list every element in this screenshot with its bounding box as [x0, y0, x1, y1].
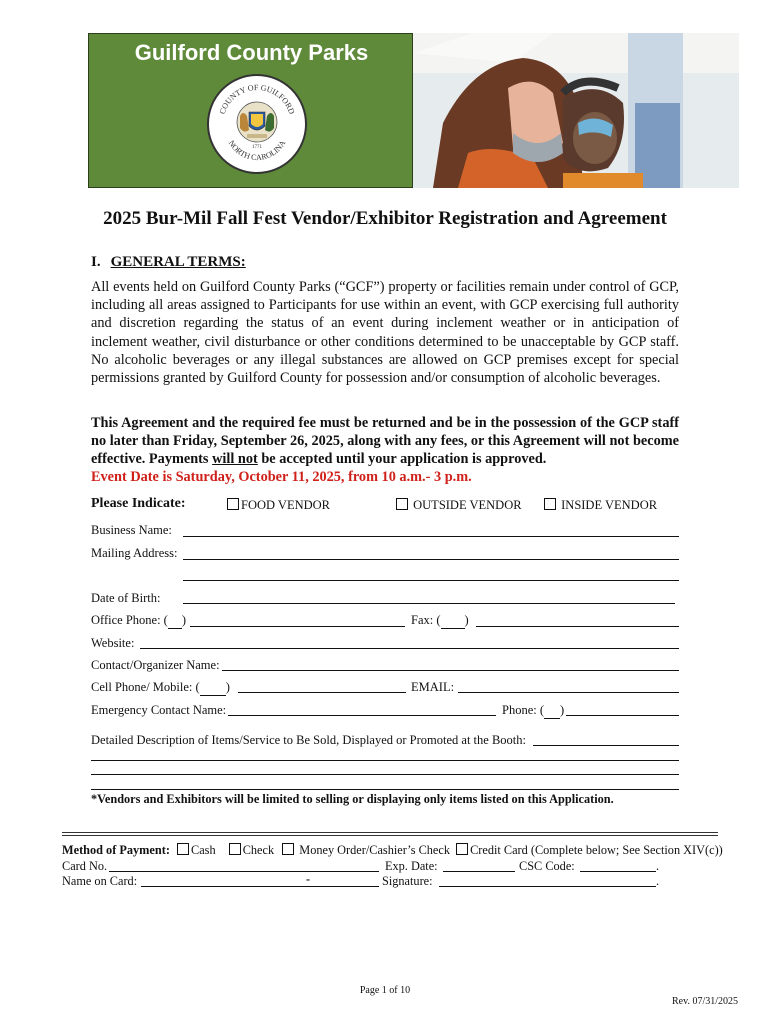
contact-name-label: Contact/Organizer Name:	[91, 658, 220, 672]
emergency-contact-field[interactable]	[228, 715, 496, 716]
mailing-address-field-2[interactable]	[183, 580, 679, 581]
check-label: Check	[242, 843, 275, 857]
name-on-card-label: Name on Card:	[62, 874, 138, 888]
fax-text: Fax: (	[411, 613, 441, 627]
email-field[interactable]	[458, 692, 679, 693]
signature-period: .	[656, 874, 660, 888]
outside-vendor-label: OUTSIDE VENDOR	[413, 498, 522, 512]
emergency-phone-area-field[interactable]	[544, 703, 560, 719]
card-number-label: Card No.	[62, 859, 108, 873]
food-vendor-option[interactable]	[227, 498, 330, 513]
inside-vendor-option[interactable]	[544, 498, 657, 513]
mailing-address-field[interactable]	[183, 559, 679, 560]
office-phone-text: Office Phone: (	[91, 613, 168, 627]
check-checkbox[interactable]	[229, 843, 241, 855]
signature-label: Signature:	[382, 874, 433, 888]
inside-vendor-checkbox[interactable]	[544, 498, 556, 510]
business-name-field[interactable]	[183, 536, 679, 537]
cell-phone-text: Cell Phone/ Mobile: (	[91, 680, 200, 694]
fax-paren: )	[464, 613, 469, 627]
emergency-phone-label	[502, 703, 564, 719]
emergency-phone-text: Phone: (	[502, 703, 545, 717]
food-vendor-checkbox[interactable]	[227, 498, 239, 510]
csc-code-field[interactable]	[580, 871, 656, 872]
office-phone-paren: )	[181, 613, 187, 627]
office-phone-label	[91, 613, 186, 629]
description-label: Detailed Description of Items/Service to Be Sold, Displayed or Promoted at the Booth:	[91, 733, 526, 747]
description-field-2[interactable]	[91, 760, 679, 761]
emergency-phone-field[interactable]	[566, 715, 679, 716]
exp-date-field[interactable]	[443, 871, 515, 872]
csc-code-label: CSC Code:	[519, 859, 575, 873]
page-number: Page 1 of 10	[359, 985, 411, 996]
office-phone-area-field[interactable]	[168, 613, 182, 629]
card-number-field[interactable]	[109, 871, 379, 872]
contact-name-field[interactable]	[222, 670, 679, 671]
money-order-label: Money Order/Cashier’s Check	[299, 843, 450, 857]
county-seal-logo	[207, 74, 307, 174]
seal-text-bottom: NORTH CAROLINA	[226, 138, 288, 163]
payment-method-label: Method of Payment:	[62, 843, 170, 857]
seal-ring-icon	[209, 76, 305, 172]
description-field-4[interactable]	[91, 789, 679, 790]
mailing-address-label: Mailing Address:	[91, 546, 178, 560]
credit-card-checkbox[interactable]	[456, 843, 468, 855]
name-on-card-field[interactable]	[141, 886, 379, 887]
description-field-3[interactable]	[91, 774, 679, 775]
dob-label: Date of Birth:	[91, 591, 161, 605]
cash-checkbox[interactable]	[177, 843, 189, 855]
document-title: 2025 Bur-Mil Fall Fest Vendor/Exhibitor Registration and Agreement	[103, 208, 667, 229]
exp-date-label: Exp. Date:	[385, 859, 438, 873]
revision-date: Rev. 07/31/2025	[671, 996, 738, 1007]
dob-field[interactable]	[183, 603, 675, 604]
header-banner	[88, 33, 413, 188]
office-phone-field[interactable]	[190, 626, 405, 627]
cell-phone-label	[91, 680, 230, 696]
signature-field[interactable]	[439, 886, 656, 887]
food-vendor-label: FOOD VENDOR	[241, 498, 331, 512]
deadline-paragraph	[91, 414, 679, 486]
payment-method-row	[62, 843, 723, 858]
section-heading	[91, 254, 246, 271]
emergency-phone-paren: )	[560, 703, 565, 717]
description-field-1[interactable]	[533, 745, 679, 746]
website-label: Website:	[91, 636, 135, 650]
emergency-contact-label: Emergency Contact Name:	[91, 703, 227, 717]
general-terms-paragraph: All events held on Guilford County Parks (“GCF”) property or facilities remain under control of GCP, including all areas assigned to Participants for use within an event, with GCP exercising full authority and discretion regarding the status of an event during inclement weather or in anticipation of inclement weather, civil disturbance or other conditions determined to be unacceptable by GCP staff. No alcoholic beverages or any illegal substances are allowed on GCP premises except for special permissions granted by Guilford County for possession and/or consumption of alcoholic beverages.	[91, 279, 679, 387]
payment-divider	[62, 832, 718, 833]
cell-phone-field[interactable]	[238, 692, 406, 693]
indicate-label: Please Indicate:	[91, 496, 186, 511]
email-label: EMAIL:	[411, 680, 455, 694]
outside-vendor-option[interactable]	[396, 498, 522, 513]
fax-field[interactable]	[476, 626, 679, 627]
seal-text-top: COUNTY OF GUILFORD	[217, 82, 297, 116]
business-name-label: Business Name:	[91, 523, 172, 537]
cell-phone-paren: )	[225, 680, 230, 694]
deadline-text-end: be accepted until your application is approved.	[257, 451, 547, 467]
org-name: Guilford County Parks	[134, 40, 369, 65]
will-not-text: will not	[212, 451, 258, 467]
section-title: GENERAL TERMS:	[110, 254, 246, 270]
event-date: Event Date is Saturday, October 11, 2025, from 10 a.m.- 3 p.m.	[91, 469, 472, 485]
outside-vendor-checkbox[interactable]	[396, 498, 408, 510]
credit-card-label: Credit Card (Complete below; See Section XIV(c))	[470, 843, 723, 857]
inside-vendor-label: INSIDE VENDOR	[561, 498, 658, 512]
section-number: I.	[91, 254, 101, 270]
event-photo	[413, 33, 739, 188]
deadline-text: This Agreement and the required fee must be returned and be in the possession of the GCP staff no later than Friday, September 26, 2025, along with any fees, or this Agreement will not become effective. Payments	[91, 415, 679, 467]
seal-year: 1771	[252, 145, 262, 150]
name-on-card-dash: -	[306, 872, 311, 886]
vendor-limitation-note: *Vendors and Exhibitors will be limited to selling or displaying only items listed on this Application.	[91, 792, 614, 806]
fax-area-field[interactable]	[441, 613, 465, 629]
payment-divider-2	[62, 835, 718, 836]
fax-label	[411, 613, 469, 629]
money-order-checkbox[interactable]	[282, 843, 294, 855]
cell-phone-area-field[interactable]	[200, 680, 226, 696]
csc-period: .	[656, 859, 660, 873]
cash-label: Cash	[191, 843, 216, 857]
website-field[interactable]	[140, 648, 679, 649]
